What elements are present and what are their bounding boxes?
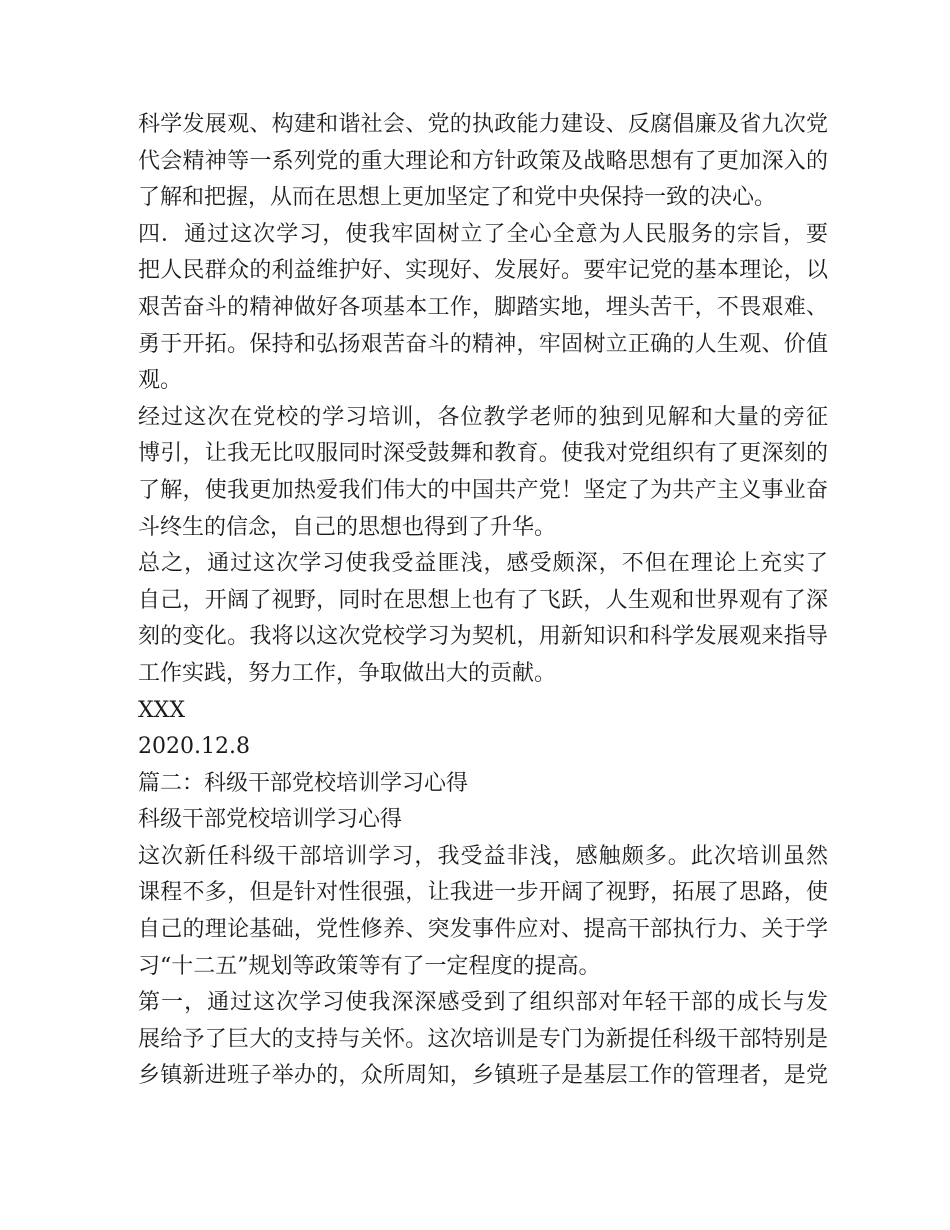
text-line: 篇二：科级干部党校培训学习心得 xyxy=(138,770,469,796)
text-line: 自己的理论基础，党性修养、突发事件应对、提高干部执行力、关于学 xyxy=(138,917,828,943)
text-line: 展给予了巨大的支持与关怀。这次培训是专门为新提任科级干部特别是 xyxy=(138,1026,828,1052)
text-line: 工作实践，努力工作，争取做出大的贡献。 xyxy=(138,660,557,686)
text-line: 这次新任科级干部培训学习，我受益非浅，感触颇多。此次培训虽然 xyxy=(138,843,828,869)
text-line: 乡镇新进班子举办的，众所周知，乡镇班子是基层工作的管理者，是党 xyxy=(138,1063,828,1089)
text-line: 博引，让我无比叹服同时深受鼓舞和教育。使我对党组织有了更深刻的 xyxy=(138,441,828,467)
document-text-body xyxy=(138,107,828,1095)
text-line: 习“十二五”规划等政策等有了一定程度的提高。 xyxy=(138,953,601,979)
text-line: 把人民群众的利益维护好、实现好、发展好。要牢记党的基本理论，以 xyxy=(138,258,828,284)
text-line: 勇于开拓。保持和弘扬艰苦奋斗的精神，牢固树立正确的人生观、价值 xyxy=(138,331,828,357)
text-line: 总之，通过这次学习使我受益匪浅，感受颇深，不但在理论上充实了 xyxy=(138,551,828,577)
text-line: 刻的变化。我将以这次党校学习为契机，用新知识和科学发展观来指导 xyxy=(138,624,828,650)
text-line: 2020.12.8 xyxy=(138,734,250,760)
text-line: 课程不多，但是针对性很强，让我进一步开阔了视野，拓展了思路，使 xyxy=(138,880,828,906)
text-line: 第一，通过这次学习使我深深感受到了组织部对年轻干部的成长与发 xyxy=(138,990,828,1016)
text-line: 自己，开阔了视野，同时在思想上也有了飞跃，人生观和世界观有了深 xyxy=(138,587,828,613)
text-line: 艰苦奋斗的精神做好各项基本工作，脚踏实地，埋头苦干，不畏艰难、 xyxy=(138,294,828,320)
text-line: XXX xyxy=(138,697,185,723)
text-line: 代会精神等一系列党的重大理论和方针政策及战略思想有了更加深入的 xyxy=(138,148,828,174)
text-line: 斗终生的信念，自己的思想也得到了升华。 xyxy=(138,514,557,540)
text-line: 科学发展观、构建和谐社会、党的执政能力建设、反腐倡廉及省九次党 xyxy=(138,112,828,137)
text-line: 经过这次在党校的学习培训，各位教学老师的独到见解和大量的旁征 xyxy=(138,404,828,430)
text-line: 观。 xyxy=(138,368,183,394)
text-line: 科级干部党校培训学习心得 xyxy=(138,807,403,833)
text-line: 四．通过这次学习，使我牢固树立了全心全意为人民服务的宗旨，要 xyxy=(138,221,828,247)
text-line: 了解和把握，从而在思想上更加坚定了和党中央保持一致的决心。 xyxy=(138,185,777,211)
text-line: 了解，使我更加热爱我们伟大的中国共产党！坚定了为共产主义事业奋 xyxy=(138,477,828,503)
